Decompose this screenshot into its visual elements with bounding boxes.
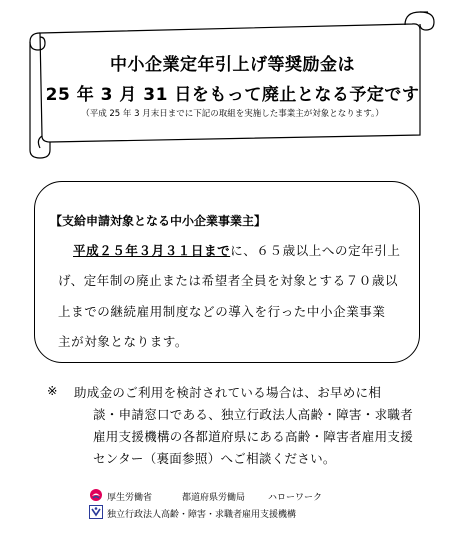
notice-line-1: 助成金のご利用を検討されている場合は、お早めに相: [74, 385, 382, 400]
notice-line-4: センター（裏面参照）へご相談ください。: [93, 451, 336, 466]
eligibility-heading: 【支給申請対象となる中小企業事業主】: [50, 214, 267, 228]
notice-line-3: 雇用支援機構の各都道府県にある高齢・障害者雇用支援: [93, 429, 414, 444]
footer-org-hellowork: ハローワーク: [268, 493, 323, 503]
footer-org-jeed: 独立行政法人高齢・障害・求職者雇用支援機構: [107, 510, 297, 520]
eligibility-line-4: 主が対象となります。: [58, 334, 189, 349]
title-line-1: 中小企業定年引上げ等奨励金は: [110, 55, 355, 75]
eligibility-line-1: [73, 241, 401, 259]
notice-line-2: 談・申請窓口である、独立行政法人高齢・障害・求職者: [93, 407, 414, 422]
footer-org-mhlw: 厚生労働省: [107, 493, 153, 503]
eligibility-line-3: 上までの継続雇用制度などの導入を行った中小企業事業: [58, 304, 386, 319]
jeed-logo-icon: [89, 505, 103, 519]
eligibility-line-2: げ、定年制の廃止または希望者全員を対象とする７０歳以: [58, 273, 399, 288]
footer-org-prefectural-labour: 都道府県労働局: [182, 493, 246, 503]
eligibility-line-1-rest: に、６５歳以上への定年引上: [230, 243, 401, 258]
title-line-2: 25 年 3 月 31 日をもって廃止となる予定です: [45, 85, 420, 105]
title-note: （平成 25 年 3 月末日までに下記の取組を実施した事業主が対象となります。）: [81, 109, 384, 119]
mhlw-logo-icon: [89, 488, 103, 502]
deadline-emphasis: 平成２５年３月３１日まで: [73, 243, 231, 258]
notice-mark: ※: [47, 383, 58, 398]
